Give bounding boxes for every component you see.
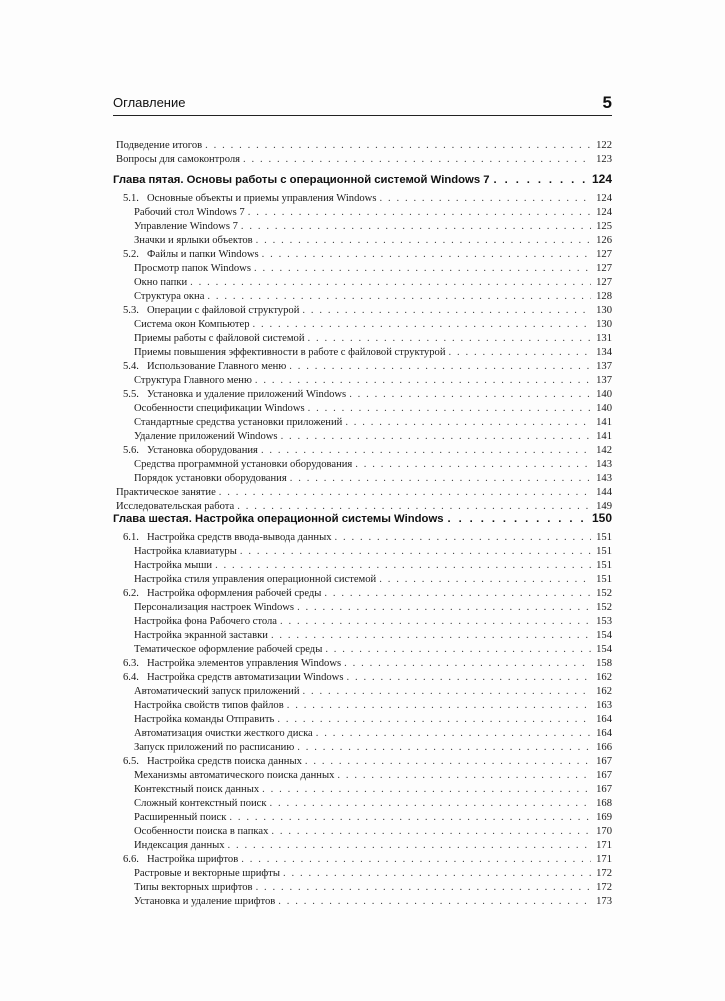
entry-page: 123 bbox=[596, 154, 612, 165]
leader-dots bbox=[337, 769, 591, 783]
subsection-entry bbox=[0, 783, 725, 797]
entry-title: Настройка оформления рабочей среды bbox=[147, 588, 322, 599]
subsection-entry bbox=[0, 615, 725, 629]
subsection-entry bbox=[0, 769, 725, 783]
leader-dots bbox=[241, 853, 591, 867]
subsection-entry bbox=[0, 220, 725, 234]
leader-dots bbox=[324, 587, 591, 601]
entry-title: Система окон Компьютер bbox=[134, 319, 250, 330]
entry-title: Сложный контекстный поиск bbox=[134, 798, 267, 809]
leader-dots bbox=[349, 388, 591, 402]
section-number: 5.3. bbox=[123, 305, 139, 316]
entry-title: Настройка экранной заставки bbox=[134, 630, 268, 641]
entry-page: 173 bbox=[596, 896, 612, 907]
entry-title: Средства программной установки оборудования bbox=[134, 459, 353, 470]
leader-dots bbox=[256, 234, 591, 248]
section-entry bbox=[0, 360, 725, 374]
subsection-entry bbox=[0, 629, 725, 643]
section-entry bbox=[0, 671, 725, 685]
entry-title: Индексация данных bbox=[134, 840, 225, 851]
entry-page: 128 bbox=[596, 291, 612, 302]
leader-dots bbox=[283, 867, 591, 881]
entry-title: Установка оборудования bbox=[147, 445, 258, 456]
leader-dots bbox=[228, 839, 591, 853]
section-number: 6.1. bbox=[123, 532, 139, 543]
section-number: 6.6. bbox=[123, 854, 139, 865]
section-number: 5.5. bbox=[123, 389, 139, 400]
subsection-entry bbox=[0, 545, 725, 559]
subsection-entry bbox=[0, 699, 725, 713]
page-number: 5 bbox=[602, 93, 612, 112]
leader-dots bbox=[255, 374, 591, 388]
subsection-entry bbox=[0, 643, 725, 657]
leader-dots bbox=[190, 276, 591, 290]
subsection-entry bbox=[0, 797, 725, 811]
subsection-entry bbox=[0, 881, 725, 895]
entry-title: Подведение итогов bbox=[116, 140, 203, 151]
entry-page: 169 bbox=[596, 812, 612, 823]
entry-page: 130 bbox=[596, 305, 612, 316]
entry-title: Установка и удаление приложений Windows bbox=[147, 389, 347, 400]
entry-page: 124 bbox=[596, 193, 612, 204]
entry-page: 137 bbox=[596, 361, 612, 372]
leader-dots bbox=[240, 545, 591, 559]
subsection-entry bbox=[0, 573, 725, 587]
section-number: 5.2. bbox=[123, 249, 139, 260]
leader-dots bbox=[289, 360, 591, 374]
section-number: 6.3. bbox=[123, 658, 139, 669]
chapter-page: 150 bbox=[591, 511, 612, 525]
entry-title: Автоматизация очистки жесткого диска bbox=[134, 728, 313, 739]
chapter-page: 124 bbox=[591, 172, 612, 186]
entry-page: 171 bbox=[596, 854, 612, 865]
entry-title: Механизмы автоматического поиска данных bbox=[134, 770, 335, 781]
leader-dots bbox=[229, 811, 591, 825]
subsection-entry bbox=[0, 685, 725, 699]
entry-page: 140 bbox=[596, 389, 612, 400]
subsection-entry bbox=[0, 139, 725, 153]
section-entry bbox=[0, 657, 725, 671]
entry-page: 167 bbox=[596, 784, 612, 795]
leader-dots bbox=[278, 895, 591, 909]
entry-page: 164 bbox=[596, 714, 612, 725]
entry-title: Приемы работы с файловой системой bbox=[134, 333, 305, 344]
subsection-entry bbox=[0, 458, 725, 472]
entry-page: 163 bbox=[596, 700, 612, 711]
leader-dots bbox=[297, 601, 591, 615]
leader-dots bbox=[335, 531, 591, 545]
entry-title: Настройка мыши bbox=[134, 560, 213, 571]
subsection-entry bbox=[0, 206, 725, 220]
leader-dots bbox=[297, 741, 591, 755]
entry-title: Управление Windows 7 bbox=[134, 221, 238, 232]
leader-dots bbox=[241, 220, 591, 234]
subsection-entry bbox=[0, 416, 725, 430]
entry-title: Настройка средств ввода-вывода данных bbox=[147, 532, 332, 543]
leader-dots bbox=[271, 825, 591, 839]
entry-title: Настройка элементов управления Windows bbox=[147, 658, 342, 669]
entry-page: 162 bbox=[596, 686, 612, 697]
entry-title: Исследовательская работа bbox=[116, 501, 235, 512]
entry-page: 151 bbox=[596, 560, 612, 571]
leader-dots bbox=[379, 573, 591, 587]
entry-title: Настройка средств поиска данных bbox=[147, 756, 302, 767]
chapter-title: Глава шестая. Настройка операционной системы Windows bbox=[113, 513, 444, 525]
entry-page: 131 bbox=[596, 333, 612, 344]
entry-page: 127 bbox=[596, 263, 612, 274]
leader-dots bbox=[346, 671, 591, 685]
entry-page: 141 bbox=[596, 417, 612, 428]
leader-dots bbox=[316, 727, 591, 741]
subsection-entry bbox=[0, 430, 725, 444]
entry-page: 127 bbox=[596, 277, 612, 288]
section-entry bbox=[0, 444, 725, 458]
entry-title: Расширенный поиск bbox=[134, 812, 227, 823]
section-entry bbox=[0, 755, 725, 769]
subsection-entry bbox=[0, 727, 725, 741]
subsection-entry bbox=[0, 290, 725, 304]
entry-title: Настройка команды Отправить bbox=[134, 714, 275, 725]
leader-dots bbox=[262, 783, 591, 797]
subsection-entry bbox=[0, 559, 725, 573]
leader-dots bbox=[215, 559, 591, 573]
entry-title: Особенности спецификации Windows bbox=[134, 403, 305, 414]
leader-dots bbox=[448, 510, 588, 528]
entry-title: Растровые и векторные шрифты bbox=[134, 868, 281, 879]
subsection-entry bbox=[0, 895, 725, 909]
entry-page: 166 bbox=[596, 742, 612, 753]
section-number: 5.6. bbox=[123, 445, 139, 456]
leader-dots bbox=[243, 153, 591, 167]
entry-title: Файлы и папки Windows bbox=[147, 249, 259, 260]
entry-page: 154 bbox=[596, 644, 612, 655]
entry-title: Просмотр папок Windows bbox=[134, 263, 251, 274]
leader-dots bbox=[290, 472, 591, 486]
leader-dots bbox=[280, 615, 591, 629]
entry-page: 151 bbox=[596, 532, 612, 543]
entry-title: Контекстный поиск данных bbox=[134, 784, 260, 795]
leader-dots bbox=[256, 881, 591, 895]
entry-title: Стандартные средства установки приложений bbox=[134, 417, 343, 428]
leader-dots bbox=[494, 171, 588, 189]
subsection-entry bbox=[0, 318, 725, 332]
subsection-entry bbox=[0, 346, 725, 360]
subsection-entry bbox=[0, 332, 725, 346]
leader-dots bbox=[344, 657, 591, 671]
entry-title: Структура Главного меню bbox=[134, 375, 252, 386]
subsection-entry bbox=[0, 276, 725, 290]
entry-title: Настройка фона Рабочего стола bbox=[134, 616, 277, 627]
section-number: 5.1. bbox=[123, 193, 139, 204]
section-entry bbox=[0, 304, 725, 318]
leader-dots bbox=[302, 304, 591, 318]
entry-page: 171 bbox=[596, 840, 612, 851]
leader-dots bbox=[345, 416, 591, 430]
entry-page: 140 bbox=[596, 403, 612, 414]
section-number: 6.4. bbox=[123, 672, 139, 683]
entry-page: 125 bbox=[596, 221, 612, 232]
entry-page: 153 bbox=[596, 616, 612, 627]
leader-dots bbox=[254, 262, 591, 276]
entry-title: Рабочий стол Windows 7 bbox=[134, 207, 245, 218]
subsection-entry bbox=[0, 402, 725, 416]
leader-dots bbox=[219, 486, 591, 500]
leader-dots bbox=[205, 139, 591, 153]
entry-page: 137 bbox=[596, 375, 612, 386]
entry-title: Операции с файловой структурой bbox=[147, 305, 300, 316]
entry-page: 158 bbox=[596, 658, 612, 669]
subsection-entry bbox=[0, 811, 725, 825]
entry-title: Настройка свойств типов файлов bbox=[134, 700, 284, 711]
subsection-entry bbox=[0, 472, 725, 486]
entry-page: 151 bbox=[596, 546, 612, 557]
leader-dots bbox=[261, 444, 591, 458]
entry-page: 126 bbox=[596, 235, 612, 246]
entry-page: 162 bbox=[596, 672, 612, 683]
entry-page: 170 bbox=[596, 826, 612, 837]
entry-title: Типы векторных шрифтов bbox=[134, 882, 253, 893]
subsection-entry bbox=[0, 867, 725, 881]
leader-dots bbox=[271, 629, 591, 643]
entry-title: Настройка стиля управления операционной системой bbox=[134, 574, 377, 585]
entry-title: Приемы повышения эффективности в работе с файловой структурой bbox=[134, 347, 446, 358]
section-number: 6.2. bbox=[123, 588, 139, 599]
entry-title: Основные объекты и приемы управления Windows bbox=[147, 193, 377, 204]
leader-dots bbox=[449, 346, 592, 360]
chapter-heading bbox=[0, 170, 725, 188]
entry-page: 134 bbox=[596, 347, 612, 358]
subsection-entry bbox=[0, 601, 725, 615]
leader-dots bbox=[325, 643, 591, 657]
section-entry bbox=[0, 192, 725, 206]
section-entry bbox=[0, 587, 725, 601]
subsection-entry bbox=[0, 262, 725, 276]
leader-dots bbox=[305, 755, 591, 769]
leader-dots bbox=[287, 699, 591, 713]
entry-page: 167 bbox=[596, 756, 612, 767]
leader-dots bbox=[308, 332, 591, 346]
entry-page: 164 bbox=[596, 728, 612, 739]
entry-page: 122 bbox=[596, 140, 612, 151]
subsection-entry bbox=[0, 825, 725, 839]
entry-title: Персонализация настроек Windows bbox=[134, 602, 295, 613]
entry-page: 151 bbox=[596, 574, 612, 585]
leader-dots bbox=[308, 402, 591, 416]
subsection-entry bbox=[0, 153, 725, 167]
section-entry bbox=[0, 388, 725, 402]
subsection-entry bbox=[0, 486, 725, 500]
entry-title: Настройка клавиатуры bbox=[134, 546, 237, 557]
section-entry bbox=[0, 853, 725, 867]
subsection-entry bbox=[0, 741, 725, 755]
section-entry bbox=[0, 248, 725, 262]
entry-page: 143 bbox=[596, 473, 612, 484]
entry-page: 167 bbox=[596, 770, 612, 781]
chapter-title: Глава пятая. Основы работы с операционной системой Windows 7 bbox=[113, 174, 490, 186]
header-title: Оглавление bbox=[113, 95, 186, 110]
entry-page: 154 bbox=[596, 630, 612, 641]
entry-page: 143 bbox=[596, 459, 612, 470]
leader-dots bbox=[281, 430, 591, 444]
entry-title: Удаление приложений Windows bbox=[134, 431, 278, 442]
chapter-heading bbox=[0, 509, 725, 527]
entry-title: Значки и ярлыки объектов bbox=[134, 235, 253, 246]
section-number: 5.4. bbox=[123, 361, 139, 372]
entry-title: Вопросы для самоконтроля bbox=[116, 154, 241, 165]
entry-page: 124 bbox=[596, 207, 612, 218]
leader-dots bbox=[253, 318, 591, 332]
leader-dots bbox=[379, 192, 591, 206]
entry-page: 142 bbox=[596, 445, 612, 456]
entry-page: 144 bbox=[596, 487, 612, 498]
entry-title: Настройка средств автоматизации Windows bbox=[147, 672, 344, 683]
entry-title: Автоматический запуск приложений bbox=[134, 686, 300, 697]
leader-dots bbox=[207, 290, 591, 304]
entry-page: 172 bbox=[596, 868, 612, 879]
section-number: 6.5. bbox=[123, 756, 139, 767]
entry-page: 172 bbox=[596, 882, 612, 893]
leader-dots bbox=[303, 685, 591, 699]
entry-title: Структура окна bbox=[134, 291, 205, 302]
entry-page: 149 bbox=[596, 501, 612, 512]
entry-title: Установка и удаление шрифтов bbox=[134, 896, 276, 907]
entry-title: Использование Главного меню bbox=[147, 361, 287, 372]
entry-title: Окно папки bbox=[134, 277, 188, 288]
subsection-entry bbox=[0, 713, 725, 727]
entry-title: Особенности поиска в папках bbox=[134, 826, 269, 837]
header-rule bbox=[113, 115, 612, 116]
entry-title: Порядок установки оборудования bbox=[134, 473, 287, 484]
entry-page: 130 bbox=[596, 319, 612, 330]
entry-title: Практическое занятие bbox=[116, 487, 216, 498]
leader-dots bbox=[248, 206, 591, 220]
entry-page: 168 bbox=[596, 798, 612, 809]
leader-dots bbox=[262, 248, 591, 262]
subsection-entry bbox=[0, 374, 725, 388]
subsection-entry bbox=[0, 234, 725, 248]
entry-title: Настройка шрифтов bbox=[147, 854, 239, 865]
leader-dots bbox=[270, 797, 591, 811]
entry-page: 141 bbox=[596, 431, 612, 442]
running-header bbox=[113, 90, 612, 114]
entry-title: Тематическое оформление рабочей среды bbox=[134, 644, 323, 655]
entry-title: Запуск приложений по расписанию bbox=[134, 742, 295, 753]
subsection-entry bbox=[0, 839, 725, 853]
entry-page: 152 bbox=[596, 602, 612, 613]
leader-dots bbox=[355, 458, 591, 472]
entry-page: 127 bbox=[596, 249, 612, 260]
entry-page: 152 bbox=[596, 588, 612, 599]
section-entry bbox=[0, 531, 725, 545]
leader-dots bbox=[277, 713, 591, 727]
